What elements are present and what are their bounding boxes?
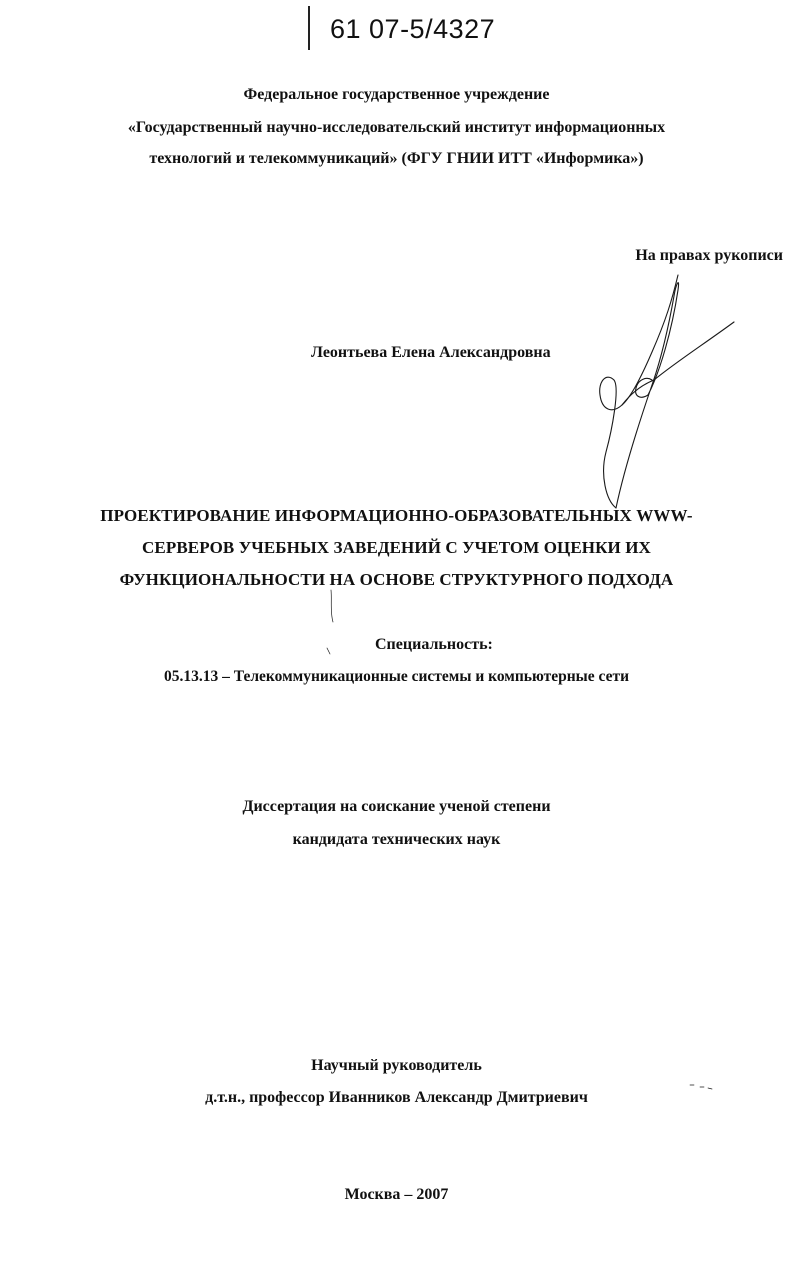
- signature-stroke-2: [616, 283, 679, 508]
- institution-line-2: «Государственный научно-исследовательский институт информационных: [127, 119, 666, 136]
- thesis-title-line-3: ФУНКЦИОНАЛЬНОСТИ НА ОСНОВЕ СТРУКТУРНОГО ПОДХОДА: [119, 570, 674, 589]
- stamp-mark: [308, 6, 310, 50]
- scan-mark-1: [331, 590, 333, 622]
- place-year: Москва – 2007: [344, 1186, 449, 1203]
- archive-stamp-number: 61 07-5/4327: [330, 14, 496, 44]
- thesis-title-line-1: ПРОЕКТИРОВАНИЕ ИНФОРМАЦИОННО-ОБРАЗОВАТЕЛЬНЫХ WWW-: [100, 506, 693, 525]
- supervisor-label: Научный руководитель: [311, 1057, 482, 1074]
- signature-loop: [636, 378, 652, 397]
- supervisor-name: д.т.н., профессор Иванников Александр Дмитриевич: [205, 1089, 588, 1106]
- scan-mark-2: [327, 648, 330, 654]
- institution-line-3: технологий и телекоммуникаций» (ФГУ ГНИИ ИТТ «Информика»): [149, 150, 644, 167]
- author-name: Леонтьева Елена Александровна: [311, 344, 551, 361]
- degree-line-1: Диссертация на соискание ученой степени: [242, 798, 551, 815]
- rights-note: На правах рукописи: [635, 247, 783, 264]
- specialty-value: 05.13.13 – Телекоммуникационные системы и компьютерные сети: [163, 668, 630, 685]
- signature-stroke-3: [622, 322, 734, 405]
- specialty-label: Специальность:: [375, 636, 493, 653]
- degree-line-2: кандидата технических наук: [292, 831, 501, 848]
- institution-line-1: Федеральное государственное учреждение: [243, 86, 550, 103]
- signature-stroke-1: [600, 275, 678, 508]
- thesis-title-line-2: СЕРВЕРОВ УЧЕБНЫХ ЗАВЕДЕНИЙ С УЧЕТОМ ОЦЕНКИ ИХ: [142, 538, 651, 557]
